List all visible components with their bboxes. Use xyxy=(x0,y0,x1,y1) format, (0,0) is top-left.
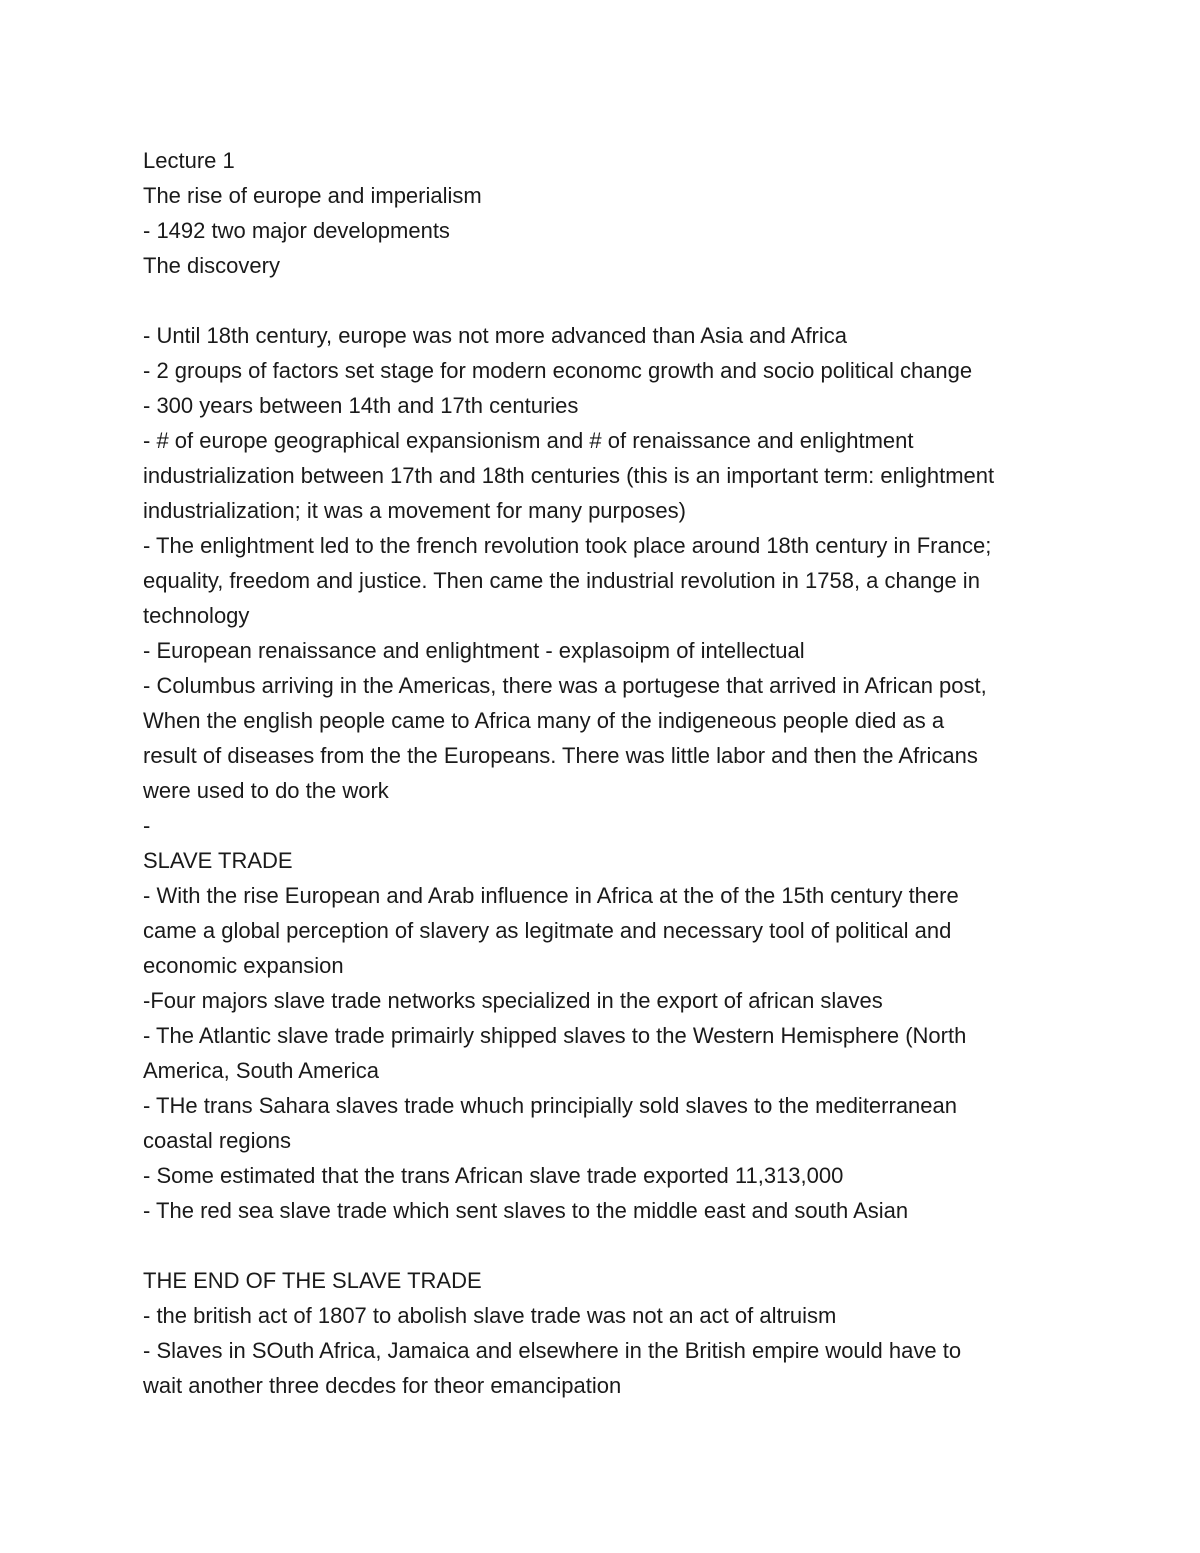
text-line: - 2 groups of factors set stage for modern economc growth and socio political change xyxy=(143,358,973,383)
text-line: The discovery xyxy=(143,253,280,278)
text-line: industrialization between 17th and 18th centuries (this is an important term: enlightment xyxy=(143,463,995,488)
text-line: - With the rise European and Arab influence in Africa at the of the 15th century there xyxy=(143,883,959,908)
section-heading-end-of-slave-trade: THE END OF THE SLAVE TRADE xyxy=(143,1268,482,1293)
text-line: were used to do the work xyxy=(143,778,389,803)
section-heading-slave-trade: SLAVE TRADE xyxy=(143,848,293,873)
text-line: America, South America xyxy=(143,1058,379,1083)
text-line: - European renaissance and enlightment - explasoipm of intellectual xyxy=(143,638,805,663)
text-line: coastal regions xyxy=(143,1128,291,1153)
text-line: came a global perception of slavery as legitmate and necessary tool of political and xyxy=(143,918,952,943)
text-line: - The Atlantic slave trade primairly shipped slaves to the Western Hemisphere (North xyxy=(143,1023,967,1048)
text-line: When the english people came to Africa many of the indigeneous people died as a xyxy=(143,708,945,733)
text-line: - Some estimated that the trans African slave trade exported 11,313,000 xyxy=(143,1163,844,1188)
text-line: economic expansion xyxy=(143,953,344,978)
text-line: industrialization; it was a movement for many purposes) xyxy=(143,498,686,523)
text-line: result of diseases from the the Europeans. There was little labor and then the Africans xyxy=(143,743,978,768)
document-page xyxy=(143,143,1073,1403)
text-line: - 1492 two major developments xyxy=(143,218,450,243)
text-line: - THe trans Sahara slaves trade whuch principially sold slaves to the mediterranean xyxy=(143,1093,957,1118)
text-line: - Columbus arriving in the Americas, there was a portugese that arrived in African post, xyxy=(143,673,987,698)
text-line: - # of europe geographical expansionism and # of renaissance and enlightment xyxy=(143,428,914,453)
text-line: equality, freedom and justice. Then came the industrial revolution in 1758, a change in xyxy=(143,568,980,593)
text-line: wait another three decdes for theor emancipation xyxy=(143,1373,622,1398)
blank-line xyxy=(143,283,1073,318)
text-line: - The red sea slave trade which sent slaves to the middle east and south Asian xyxy=(143,1198,909,1223)
lecture-title: Lecture 1 xyxy=(143,148,235,173)
blank-line xyxy=(143,1228,1073,1263)
text-line: -Four majors slave trade networks specialized in the export of african slaves xyxy=(143,988,883,1013)
text-line: - xyxy=(143,813,151,838)
text-line: - Until 18th century, europe was not more advanced than Asia and Africa xyxy=(143,323,847,348)
text-line: - the british act of 1807 to abolish slave trade was not an act of altruism xyxy=(143,1303,837,1328)
text-line: technology xyxy=(143,603,250,628)
lecture-subtitle: The rise of europe and imperialism xyxy=(143,183,482,208)
text-line: - 300 years between 14th and 17th centuries xyxy=(143,393,579,418)
text-line: - Slaves in SOuth Africa, Jamaica and elsewhere in the British empire would have to xyxy=(143,1338,962,1363)
text-line: - The enlightment led to the french revolution took place around 18th century in France; xyxy=(143,533,992,558)
